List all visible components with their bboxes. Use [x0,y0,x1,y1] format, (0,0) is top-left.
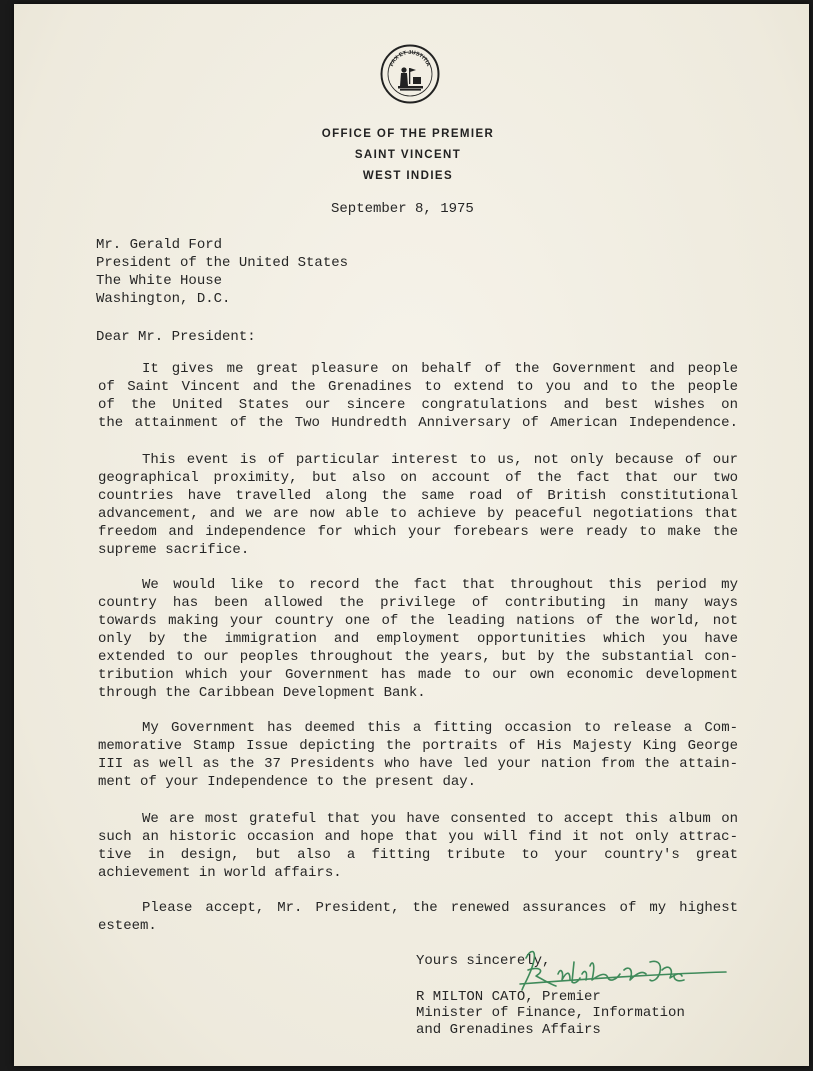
handwritten-signature [512,940,732,995]
paragraph-line: memorative Stamp Issue depicting the portraits of His Majesty King George [98,738,738,754]
closing: Yours sincerely, [416,953,551,969]
recipient-place: The White House [96,273,223,289]
paragraph-line: supreme sacrifice. [98,542,250,558]
paragraph-1 [98,360,738,432]
paragraph-line: It gives me great pleasure on behalf of the Government and people [142,361,738,377]
paragraph-line: This event is of particular interest to us, not only because of our [142,452,738,468]
paragraph-line: III as well as the 37 Presidents who have led your nation from the attain- [98,756,738,772]
recipient-title: President of the United States [96,255,349,271]
paragraph-line: country has been allowed the privilege of contributing in many ways [98,595,738,611]
svg-text:PAX ET JUSTITIA [389,50,431,68]
paragraph-3 [98,576,738,702]
paragraph-line: geographical proximity, but also on account of the fact that our two [98,470,738,486]
paragraph-line: extended to our peoples throughout the years, but by the substantial con- [98,649,738,665]
paragraph-line: ment of your Independence to the present day. [98,774,477,790]
pax-et-justitia-seal-icon [380,44,440,104]
paragraph-line: of Saint Vincent and the Grenadines to extend to you and to the people [98,379,738,395]
letterhead-region: WEST INDIES [362,170,454,182]
letterhead-country: SAINT VINCENT [354,149,462,161]
seal-motto: PAX ET JUSTITIA [389,49,431,68]
paragraph-line: of the United States our sincere congratulations and best wishes on [98,397,738,413]
paragraph-line: such an historic occasion and hope that you will find it not only attrac- [98,829,738,845]
paragraph-line: esteem. [98,918,157,934]
paragraph-line: countries have travelled along the same road of British constitutional [98,488,738,504]
paragraph-line: towards making your country one of the leading nations of the world, not [98,613,738,629]
salutation: Dear Mr. President: [96,329,256,345]
paragraph-line: My Government has deemed this a fitting occasion to release a Com- [142,720,738,736]
signatory-title-line-2: and Grenadines Affairs [416,1022,601,1038]
paragraph-2 [98,451,738,559]
paragraph-line: tive in design, but also a fitting tribute to your country's great [98,847,738,863]
paragraph-line: tribution which your Government has made to our own economic development [98,667,738,683]
paragraph-4 [98,719,738,791]
paragraph-line: freedom and independence for which your forebears were ready to make the [98,524,738,540]
paragraph-6 [98,899,738,935]
signatory-name: R MILTON CATO, Premier [416,989,601,1005]
paragraph-line: only by the immigration and employment opportunities which you have [98,631,738,647]
paragraph-line: Please accept, Mr. President, the renewed assurances of my highest [142,900,738,916]
signatory-title-line-1: Minister of Finance, Information [416,1005,685,1021]
paragraph-5 [98,810,738,882]
paragraph-line: achievement in world affairs. [98,865,342,881]
letter-date: September 8, 1975 [331,201,474,217]
recipient-name: Mr. Gerald Ford [96,237,223,253]
paragraph-line: through the Caribbean Development Bank. [98,685,426,701]
paragraph-line: advancement, and we are now able to achieve by peaceful negotiations that [98,506,738,522]
paragraph-line: We are most grateful that you have consented to accept this album on [142,811,738,827]
letterhead-office: OFFICE OF THE PREMIER [321,128,495,140]
paragraph-line: We would like to record the fact that throughout this period my [142,577,738,593]
paragraph-line: the attainment of the Two Hundredth Anniversary of American Independence. [98,415,738,431]
recipient-city: Washington, D.C. [96,291,231,307]
